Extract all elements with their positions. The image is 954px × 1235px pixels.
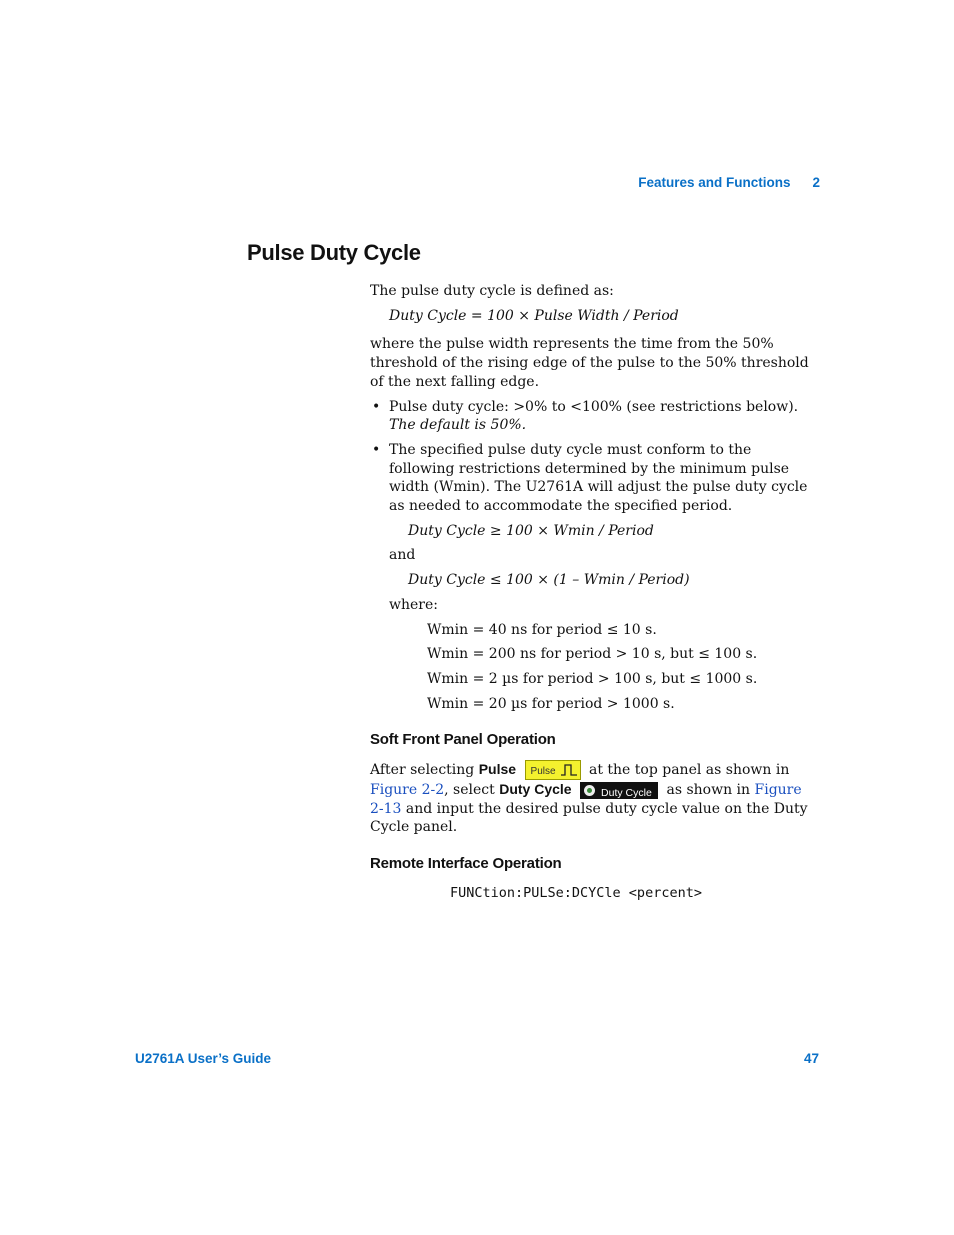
- figure-link[interactable]: Figure 2-2: [370, 782, 445, 799]
- duty-cycle-button-image: [580, 782, 658, 799]
- text-fragment: at the top panel as shown in: [588, 762, 790, 779]
- text-fragment: as shown in: [666, 782, 751, 799]
- text-fragment: and input the desired pulse duty cycle value on the Duty Cycle panel.: [370, 800, 808, 836]
- explanation-paragraph: where the pulse width represents the time from the 50% threshold of the rising edge of the pulse to the 50% threshold of the next falling edge.: [370, 336, 809, 390]
- page-title: Pulse Duty Cycle: [247, 240, 421, 265]
- bullet-dot: •: [372, 441, 381, 458]
- scpi-command: FUNCtion:PULSe:DCYCle <percent>: [450, 884, 702, 901]
- soft-panel-heading: Soft Front Panel Operation: [370, 731, 556, 749]
- text-fragment: , select: [444, 782, 495, 799]
- main-formula: Duty Cycle = 100 × Pulse Width / Period: [389, 307, 679, 324]
- bullet-dot: •: [372, 398, 381, 415]
- restriction-formula-2: Duty Cycle ≤ 100 × (1 – Wmin / Period): [408, 572, 690, 589]
- wmin-line: Wmin = 2 µs for period > 100 s, but ≤ 1000 s.: [427, 670, 758, 687]
- radio-icon: [584, 785, 595, 796]
- header-section: Features and Functions: [638, 175, 791, 190]
- bullet-note: The default is 50%.: [389, 417, 527, 434]
- restriction-formula-1: Duty Cycle ≥ 100 × Wmin / Period: [408, 522, 654, 539]
- bullet-item-range: [370, 398, 814, 435]
- footer-guide: U2761A User’s Guide: [135, 1051, 272, 1066]
- footer-page-number: 47: [803, 1051, 819, 1066]
- text-fragment: After selecting: [370, 762, 475, 779]
- soft-panel-paragraph: [370, 760, 814, 837]
- pulse-label: Pulse: [478, 761, 517, 778]
- header-chapter: 2: [812, 175, 820, 190]
- pulse-button-text: Pulse: [530, 766, 556, 778]
- duty-button-text: Duty Cycle: [601, 786, 652, 799]
- duty-cycle-label: Duty Cycle: [499, 781, 572, 798]
- bullet-item-restrictions: [370, 441, 814, 713]
- main-content: [370, 282, 814, 903]
- intro-paragraph: The pulse duty cycle is defined as:: [370, 283, 614, 299]
- wmin-line: Wmin = 200 ns for period > 10 s, but ≤ 100 s.: [427, 646, 758, 663]
- remote-heading: Remote Interface Operation: [370, 855, 562, 873]
- wmin-line: Wmin = 20 µs for period > 1000 s.: [427, 695, 675, 712]
- bullet-text: Pulse duty cycle: >0% to <100% (see restrictions below).: [389, 398, 799, 415]
- figure-link[interactable]: Figure 2-13: [370, 782, 802, 817]
- where-word: where:: [389, 596, 438, 613]
- pulse-button-image: [525, 760, 581, 780]
- bullet-text: The specified pulse duty cycle must conform to the following restrictions determined by the minimum pulse width (Wmin). The U2761A will adjust the pulse duty cycle as needed to accommodate the specified period.: [389, 441, 808, 515]
- wmin-line: Wmin = 40 ns for period ≤ 10 s.: [427, 621, 657, 638]
- running-header: [638, 175, 820, 190]
- and-word: and: [389, 547, 416, 564]
- pulse-wave-icon: [561, 764, 577, 776]
